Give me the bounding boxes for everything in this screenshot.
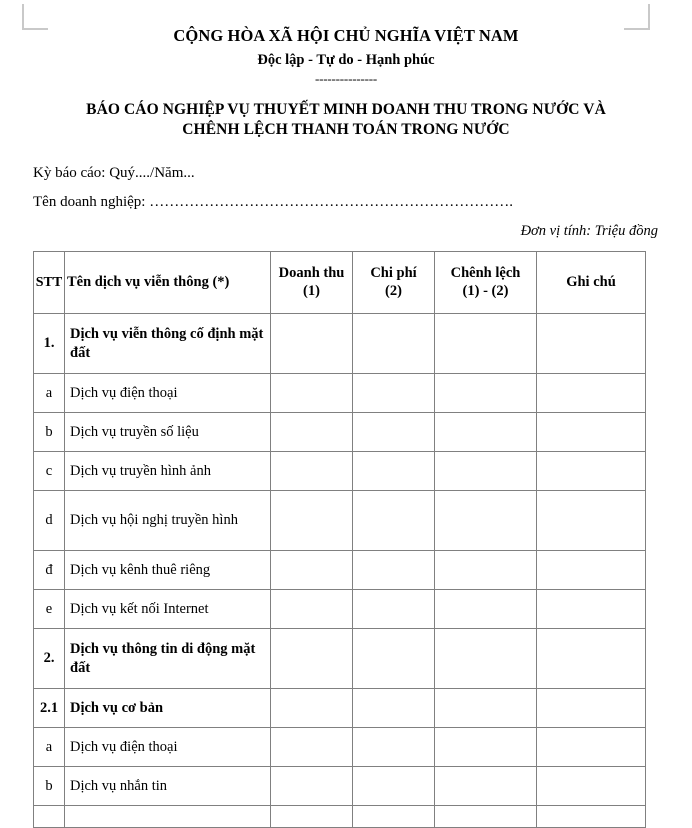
column-header-cost-index: (2) [385, 282, 402, 299]
report-meta [33, 159, 659, 218]
dashed-separator: --------------- [315, 71, 377, 87]
service-name-cell: Dịch vụ kết nối Internet [65, 590, 271, 629]
note-input-cell[interactable] [537, 452, 646, 491]
enterprise-name-line: Tên doanh nghiệp: ………………………………………………………………. [33, 193, 513, 210]
unit-of-measure: Đơn vị tính: Triệu đồng [520, 223, 658, 240]
revenue-input-cell[interactable] [271, 689, 353, 728]
revenue-input-cell[interactable] [271, 728, 353, 767]
table-row [34, 728, 646, 767]
service-name-cell: Dịch vụ nhắn tin [65, 767, 271, 806]
cost-input-cell[interactable] [353, 806, 435, 828]
table-row [34, 374, 646, 413]
column-header-difference [435, 252, 537, 314]
cost-input-cell[interactable] [353, 374, 435, 413]
difference-input-cell[interactable] [435, 728, 537, 767]
row-index-cell: 1. [34, 314, 65, 374]
difference-input-cell[interactable] [435, 689, 537, 728]
difference-input-cell[interactable] [435, 806, 537, 828]
row-index-cell: e [34, 590, 65, 629]
column-header-difference-formula: (1) - (2) [462, 282, 509, 299]
cost-input-cell[interactable] [353, 689, 435, 728]
revenue-input-cell[interactable] [271, 629, 353, 689]
national-header [33, 0, 659, 87]
national-motto: Độc lập - Tự do - Hạnh phúc [257, 51, 435, 68]
column-header-note: Ghi chú [537, 252, 646, 314]
note-input-cell[interactable] [537, 728, 646, 767]
service-name-cell: Dịch vụ truyền hình ảnh [65, 452, 271, 491]
service-name-cell [65, 806, 271, 828]
difference-input-cell[interactable] [435, 551, 537, 590]
table-row [34, 629, 646, 689]
note-input-cell[interactable] [537, 689, 646, 728]
row-index-cell: 2. [34, 629, 65, 689]
table-row [34, 551, 646, 590]
difference-input-cell[interactable] [435, 491, 537, 551]
note-input-cell[interactable] [537, 551, 646, 590]
row-index-cell: a [34, 728, 65, 767]
revenue-input-cell[interactable] [271, 452, 353, 491]
service-name-cell: Dịch vụ điện thoại [65, 374, 271, 413]
note-input-cell[interactable] [537, 374, 646, 413]
column-header-cost-label: Chi phí [370, 264, 417, 281]
column-header-revenue-label: Doanh thu [278, 264, 345, 281]
revenue-input-cell[interactable] [271, 491, 353, 551]
service-name-cell: Dịch vụ thông tin di động mặt đất [65, 629, 271, 689]
difference-input-cell[interactable] [435, 629, 537, 689]
difference-input-cell[interactable] [435, 374, 537, 413]
note-input-cell[interactable] [537, 314, 646, 374]
cost-input-cell[interactable] [353, 590, 435, 629]
row-index-cell: b [34, 413, 65, 452]
reporting-period-line: Kỳ báo cáo: Quý..../Năm... [33, 164, 195, 181]
page-title-line-1: BÁO CÁO NGHIỆP VỤ THUYẾT MINH DOANH THU TRONG NƯỚC VÀ [86, 100, 606, 118]
row-index-cell: d [34, 491, 65, 551]
table-row [34, 314, 646, 374]
column-header-revenue [271, 252, 353, 314]
table-row [34, 590, 646, 629]
column-header-revenue-index: (1) [303, 282, 320, 299]
cost-input-cell[interactable] [353, 314, 435, 374]
table-row [34, 413, 646, 452]
row-index-cell: b [34, 767, 65, 806]
cost-input-cell[interactable] [353, 551, 435, 590]
row-index-cell: c [34, 452, 65, 491]
table-row [34, 689, 646, 728]
country-name: CỘNG HÒA XÃ HỘI CHỦ NGHĨA VIỆT NAM [173, 26, 519, 45]
revenue-input-cell[interactable] [271, 590, 353, 629]
difference-input-cell[interactable] [435, 314, 537, 374]
column-header-cost [353, 252, 435, 314]
table-row [34, 491, 646, 551]
note-input-cell[interactable] [537, 491, 646, 551]
column-header-stt: STT [34, 252, 65, 314]
cost-input-cell[interactable] [353, 491, 435, 551]
row-index-cell: đ [34, 551, 65, 590]
revenue-input-cell[interactable] [271, 314, 353, 374]
difference-input-cell[interactable] [435, 590, 537, 629]
service-name-cell: Dịch vụ cơ bản [65, 689, 271, 728]
service-name-cell: Dịch vụ kênh thuê riêng [65, 551, 271, 590]
service-name-cell: Dịch vụ hội nghị truyền hình [65, 491, 271, 551]
row-index-cell: a [34, 374, 65, 413]
table-row [34, 452, 646, 491]
page-title-line-2: CHÊNH LỆCH THANH TOÁN TRONG NƯỚC [182, 121, 510, 139]
difference-input-cell[interactable] [435, 452, 537, 491]
cost-input-cell[interactable] [353, 728, 435, 767]
telecom-revenue-table [33, 251, 646, 828]
note-input-cell[interactable] [537, 413, 646, 452]
cost-input-cell[interactable] [353, 413, 435, 452]
column-header-service-name: Tên dịch vụ viễn thông (*) [65, 252, 271, 314]
revenue-input-cell[interactable] [271, 806, 353, 828]
revenue-input-cell[interactable] [271, 413, 353, 452]
column-header-difference-label: Chênh lệch [450, 264, 521, 281]
revenue-input-cell[interactable] [271, 374, 353, 413]
row-index-cell [34, 806, 65, 828]
service-name-cell: Dịch vụ điện thoại [65, 728, 271, 767]
cost-input-cell[interactable] [353, 452, 435, 491]
table-body [34, 314, 646, 828]
note-input-cell[interactable] [537, 806, 646, 828]
revenue-input-cell[interactable] [271, 551, 353, 590]
difference-input-cell[interactable] [435, 413, 537, 452]
service-name-cell: Dịch vụ truyền số liệu [65, 413, 271, 452]
note-input-cell[interactable] [537, 590, 646, 629]
table-header-row [34, 252, 646, 314]
note-input-cell[interactable] [537, 629, 646, 689]
table-header [34, 252, 646, 314]
row-index-cell: 2.1 [34, 689, 65, 728]
service-name-cell: Dịch vụ viễn thông cố định mặt đất [65, 314, 271, 374]
table-row [34, 806, 646, 828]
page-title [33, 100, 659, 141]
cost-input-cell[interactable] [353, 629, 435, 689]
